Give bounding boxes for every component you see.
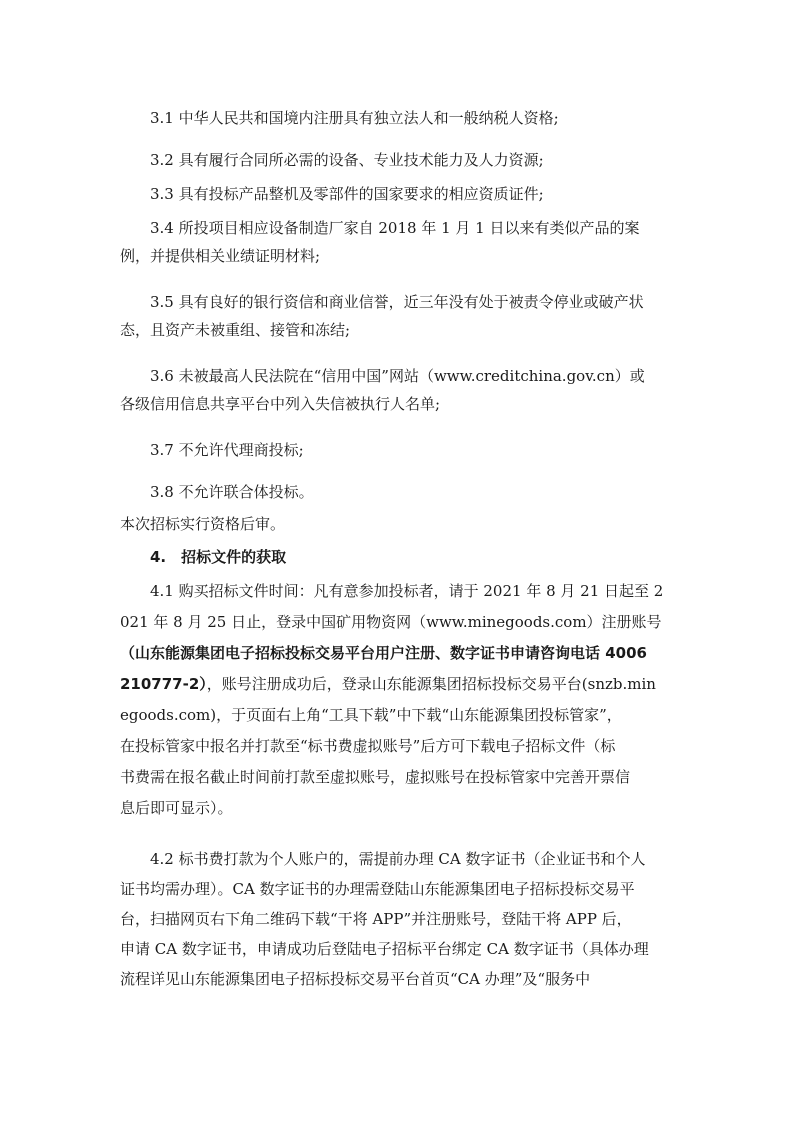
paragraph-4-1 (120, 577, 680, 825)
text-line: 证书均需办理）。CA 数字证书的办理需登陆山东能源集团电子招标投标交易平 (120, 880, 635, 898)
text-line: 3.2 具有履行合同所必需的设备、专业技术能力及人力资源; (150, 151, 544, 169)
text-line: 在投标管家中报名并打款至“标书费虚拟账号”后方可下载电子招标文件（标 (120, 737, 616, 755)
text-line: 3.4 所投项目相应设备制造厂家自 2018 年 1 月 1 日以来有类似产品的案 (150, 219, 640, 237)
text-line: 例，并提供相关业绩证明材料; (120, 247, 321, 265)
paragraph-3-3 (120, 180, 680, 208)
text-line: 3.6 未被最高人民法院在“信用中国”网站（www.creditchina.gov.cn）或 (150, 367, 645, 385)
text-line: 息后即可显示）。 (120, 799, 233, 817)
paragraph-4-2 (120, 845, 680, 995)
text-line: 4.2 标书费打款为个人账户的，需提前办理 CA 数字证书（企业证书和个人 (150, 850, 646, 868)
text-line: 3.1 中华人民共和国境内注册具有独立法人和一般纳税人资格; (150, 109, 559, 127)
text-line: 申请 CA 数字证书，申请成功后登陆电子招标平台绑定 CA 数字证书（具体办理 (120, 940, 649, 958)
paragraph-3-2 (120, 146, 680, 174)
text-line: 3.3 具有投标产品整机及零部件的国家要求的相应资质证件; (150, 185, 544, 203)
paragraph-3-5 (120, 288, 680, 344)
text-line: 态，且资产未被重组、接管和冻结; (120, 321, 351, 339)
paragraph-3-1 (120, 104, 680, 132)
section-4-heading (120, 543, 680, 571)
paragraph-3-7 (120, 436, 680, 464)
text-line (120, 670, 680, 701)
heading-text: 4. 招标文件的获取 (150, 548, 287, 566)
text-line: 本次招标实行资格后审。 (120, 515, 286, 533)
text-line: 4.1 购买招标文件时间：凡有意参加投标者，请于 2021 年 8 月 21 日起至 2 (150, 582, 664, 600)
paragraph-post-review (120, 510, 680, 538)
text-line: 各级信用信息共享平台中列入失信被执行人名单; (120, 395, 441, 413)
paragraph-3-4 (120, 214, 680, 270)
text-line: 书费需在报名截止时间前打款至虚拟账号，虚拟账号在投标管家中完善开票信 (120, 768, 631, 786)
text-line: 3.8 不允许联合体投标。 (150, 483, 314, 501)
text-line: 流程详见山东能源集团电子招标投标交易平台首页“CA 办理”及“服务中 (120, 970, 591, 988)
paragraph-3-8 (120, 478, 680, 506)
text-line-bold: （山东能源集团电子招标投标交易平台用户注册、数字证书申请咨询电话 4006 (120, 644, 647, 662)
phone-suffix: 210777-2） (120, 675, 207, 693)
text-line: 3.5 具有良好的银行资信和商业信誉，近三年没有处于被责令停业或破产状 (150, 293, 644, 311)
text-line: 台，扫描网页右下角二维码下载“干将 APP”并注册账号，登陆干将 APP 后， (120, 910, 632, 928)
text-line: 021 年 8 月 25 日止，登录中国矿用物资网（www.minegoods.com）注册账号 (120, 613, 662, 631)
text-line: 3.7 不允许代理商投标; (150, 441, 304, 459)
text-line: egoods.com)，于页面右上角“工具下载”中下载“山东能源集团投标管家”， (120, 706, 622, 724)
paragraph-3-6 (120, 362, 680, 418)
text-fragment: ，账号注册成功后，登录山东能源集团招标投标交易平台(snzb.min (206, 675, 656, 693)
